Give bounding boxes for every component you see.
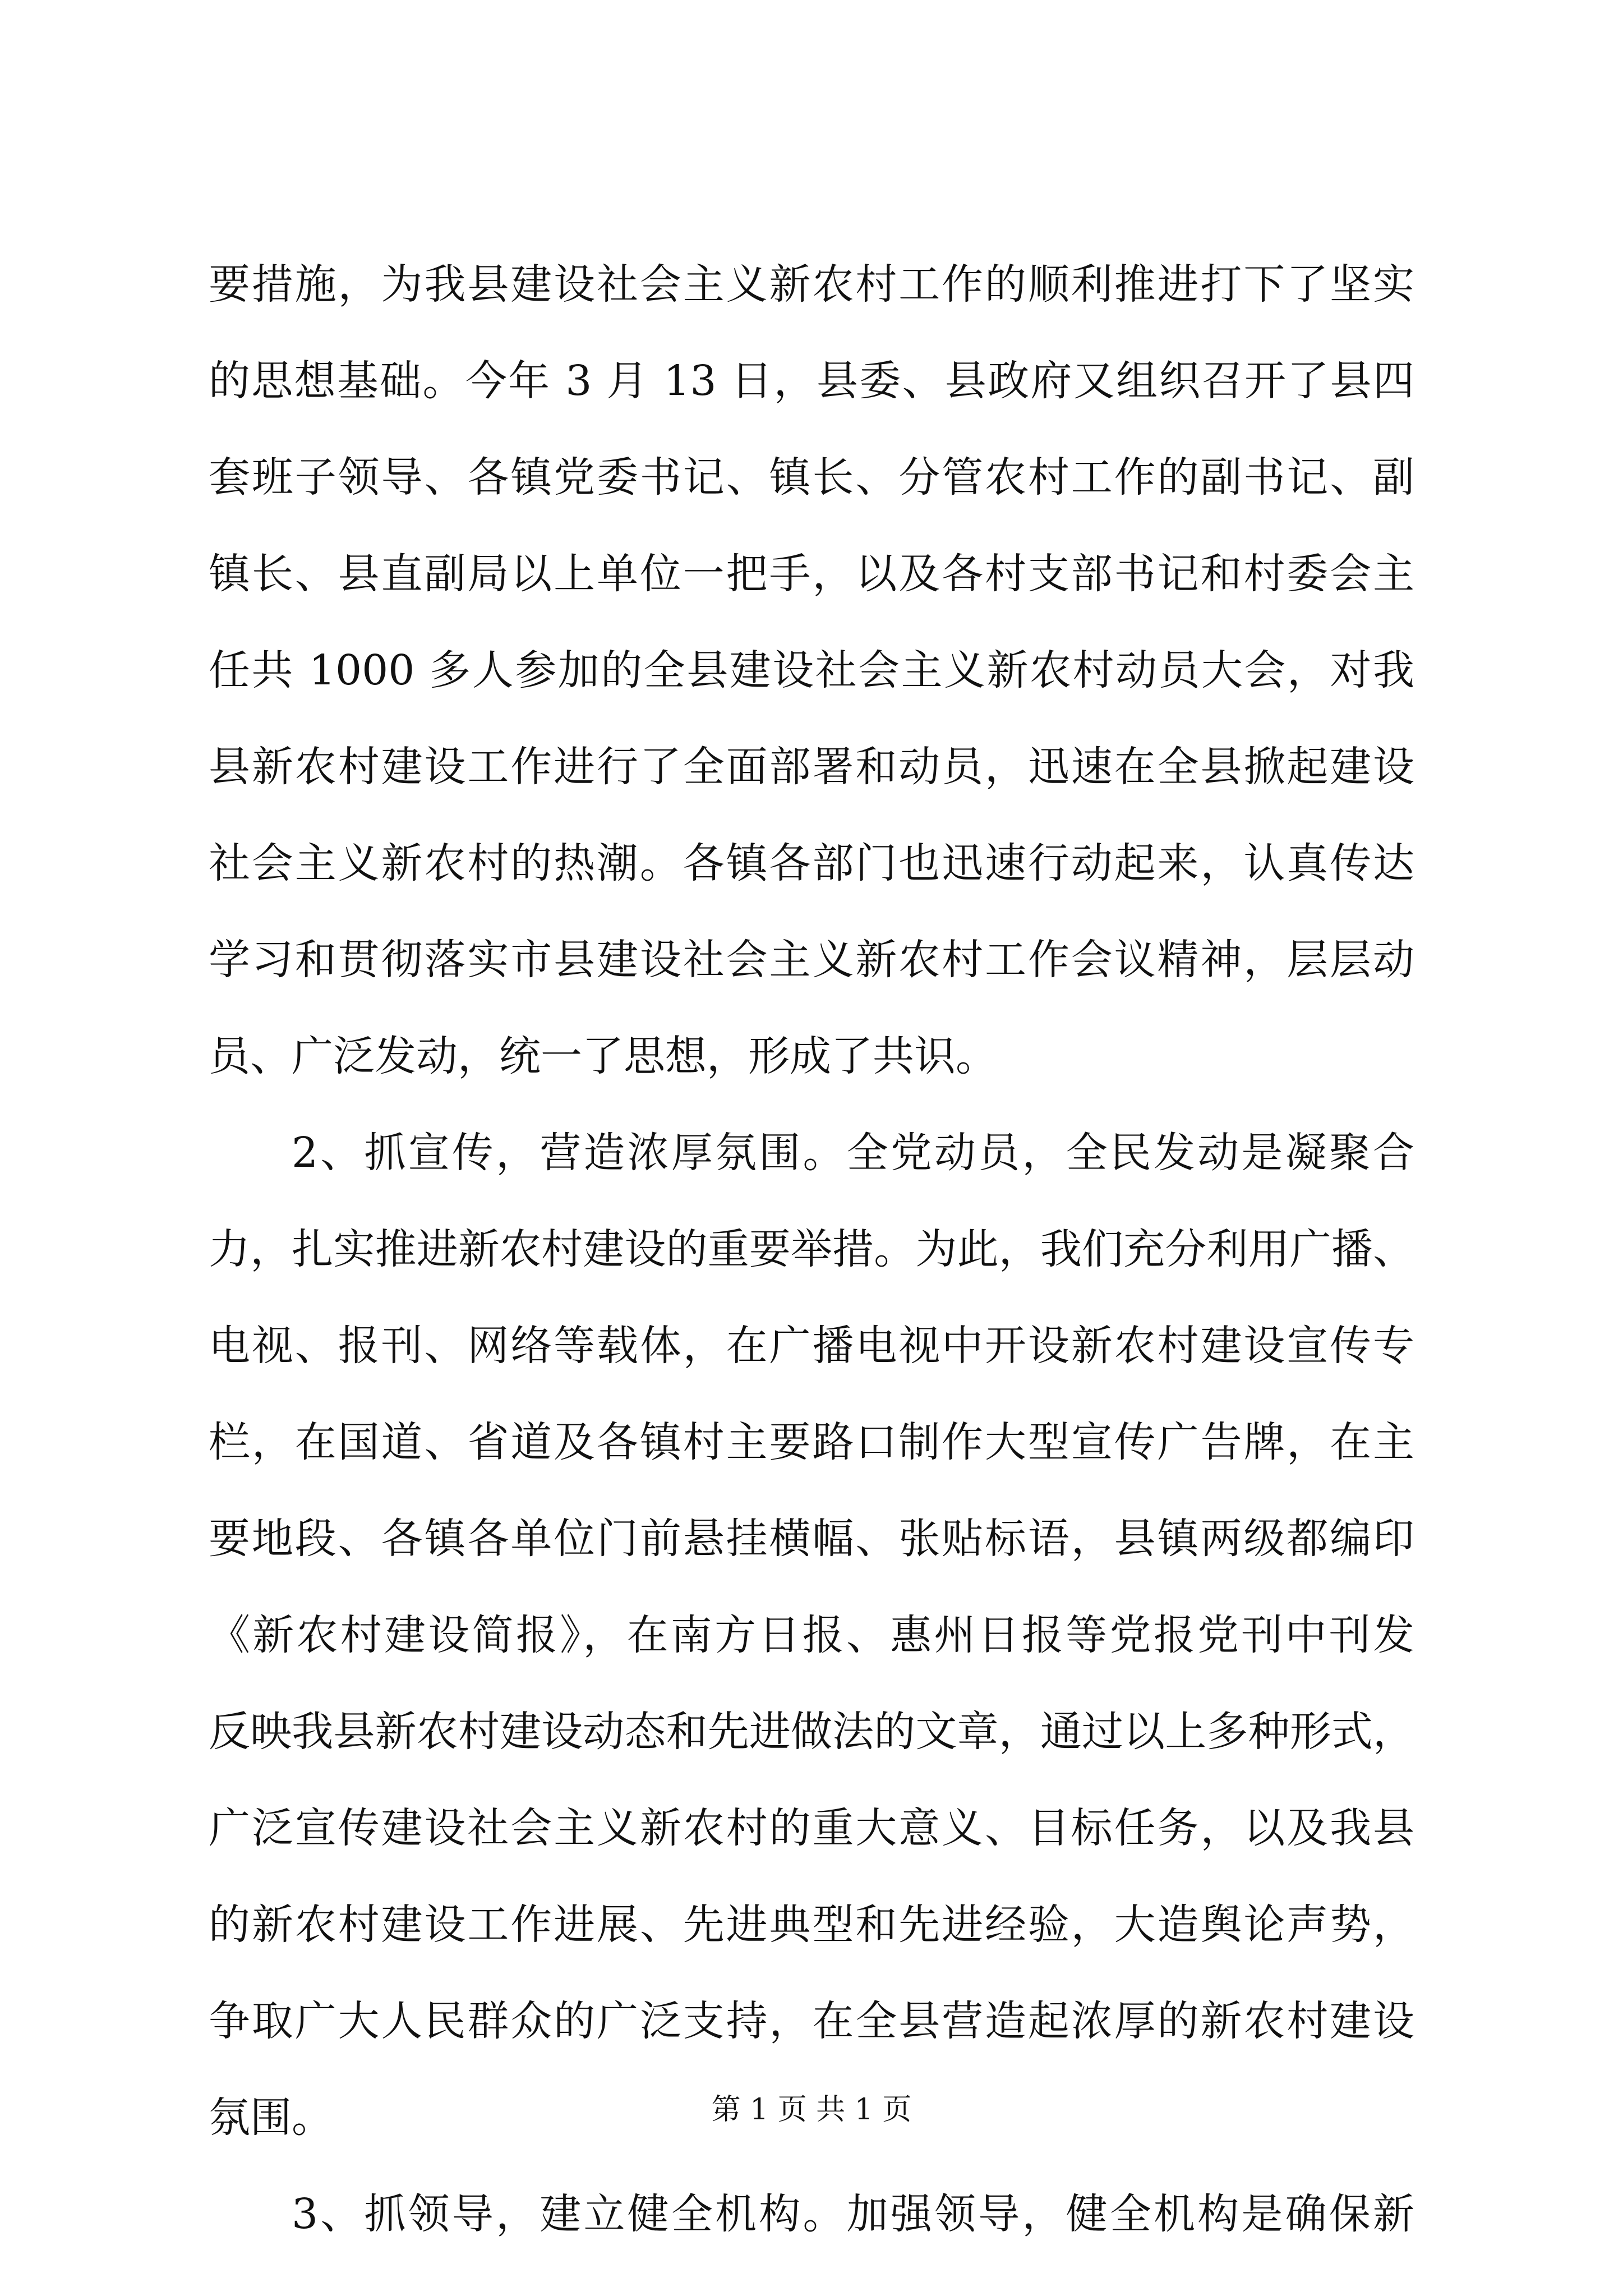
text-line-14: 要地段、各镇各单位门前悬挂横幅、张贴标语，县镇两级都编印	[209, 1515, 1414, 1563]
text-line-8: 学习和贯彻落实市县建设社会主义新农村工作会议精神，层层动	[209, 936, 1414, 984]
text-line-10: 2、抓宣传，营造浓厚氛围。全党动员，全民发动是凝聚合	[292, 1129, 1414, 1177]
text-line-19: 争取广大人民群众的广泛支持，在全县营造起浓厚的新农村建设	[209, 1997, 1414, 2045]
text-line-11: 力，扎实推进新农村建设的重要举措。为此，我们充分利用广播、	[209, 1225, 1414, 1273]
text-line-20: 氛围。	[209, 2093, 333, 2142]
text-line-1: 要措施，为我县建设社会主义新农村工作的顺利推进打下了坚实	[209, 260, 1414, 309]
body-text	[209, 260, 1414, 2290]
text-line-2: 的思想基础。今年 3 月 13 日，县委、县政府又组织召开了县四	[209, 357, 1414, 405]
text-line-5: 任共 1000 多人参加的全县建设社会主义新农村动员大会，对我	[209, 646, 1414, 694]
text-line-3: 套班子领导、各镇党委书记、镇长、分管农村工作的副书记、副	[209, 453, 1414, 501]
page-footer: 第 1 页 共 1 页	[711, 2093, 912, 2127]
text-line-21: 3、抓领导，建立健全机构。加强领导，健全机构是确保新	[292, 2190, 1414, 2238]
text-line-15: 《新农村建设简报》，在南方日报、惠州日报等党报党刊中刊发	[209, 1611, 1414, 1659]
text-line-7: 社会主义新农村的热潮。各镇各部门也迅速行动起来，认真传达	[209, 839, 1414, 887]
text-line-18: 的新农村建设工作进展、先进典型和先进经验，大造舆论声势，	[209, 1901, 1414, 1949]
text-line-9: 员、广泛发动，统一了思想，形成了共识。	[209, 1032, 997, 1080]
text-line-6: 县新农村建设工作进行了全面部署和动员，迅速在全县掀起建设	[209, 743, 1414, 791]
text-line-17: 广泛宣传建设社会主义新农村的重大意义、目标任务，以及我县	[209, 1804, 1414, 1852]
text-line-12: 电视、报刊、网络等载体，在广播电视中开设新农村建设宣传专	[209, 1322, 1414, 1370]
text-line-16: 反映我县新农村建设动态和先进做法的文章，通过以上多种形式，	[209, 1708, 1414, 1756]
text-line-13: 栏，在国道、省道及各镇村主要路口制作大型宣传广告牌，在主	[209, 1418, 1414, 1466]
text-line-4: 镇长、县直副局以上单位一把手，以及各村支部书记和村委会主	[209, 550, 1414, 598]
